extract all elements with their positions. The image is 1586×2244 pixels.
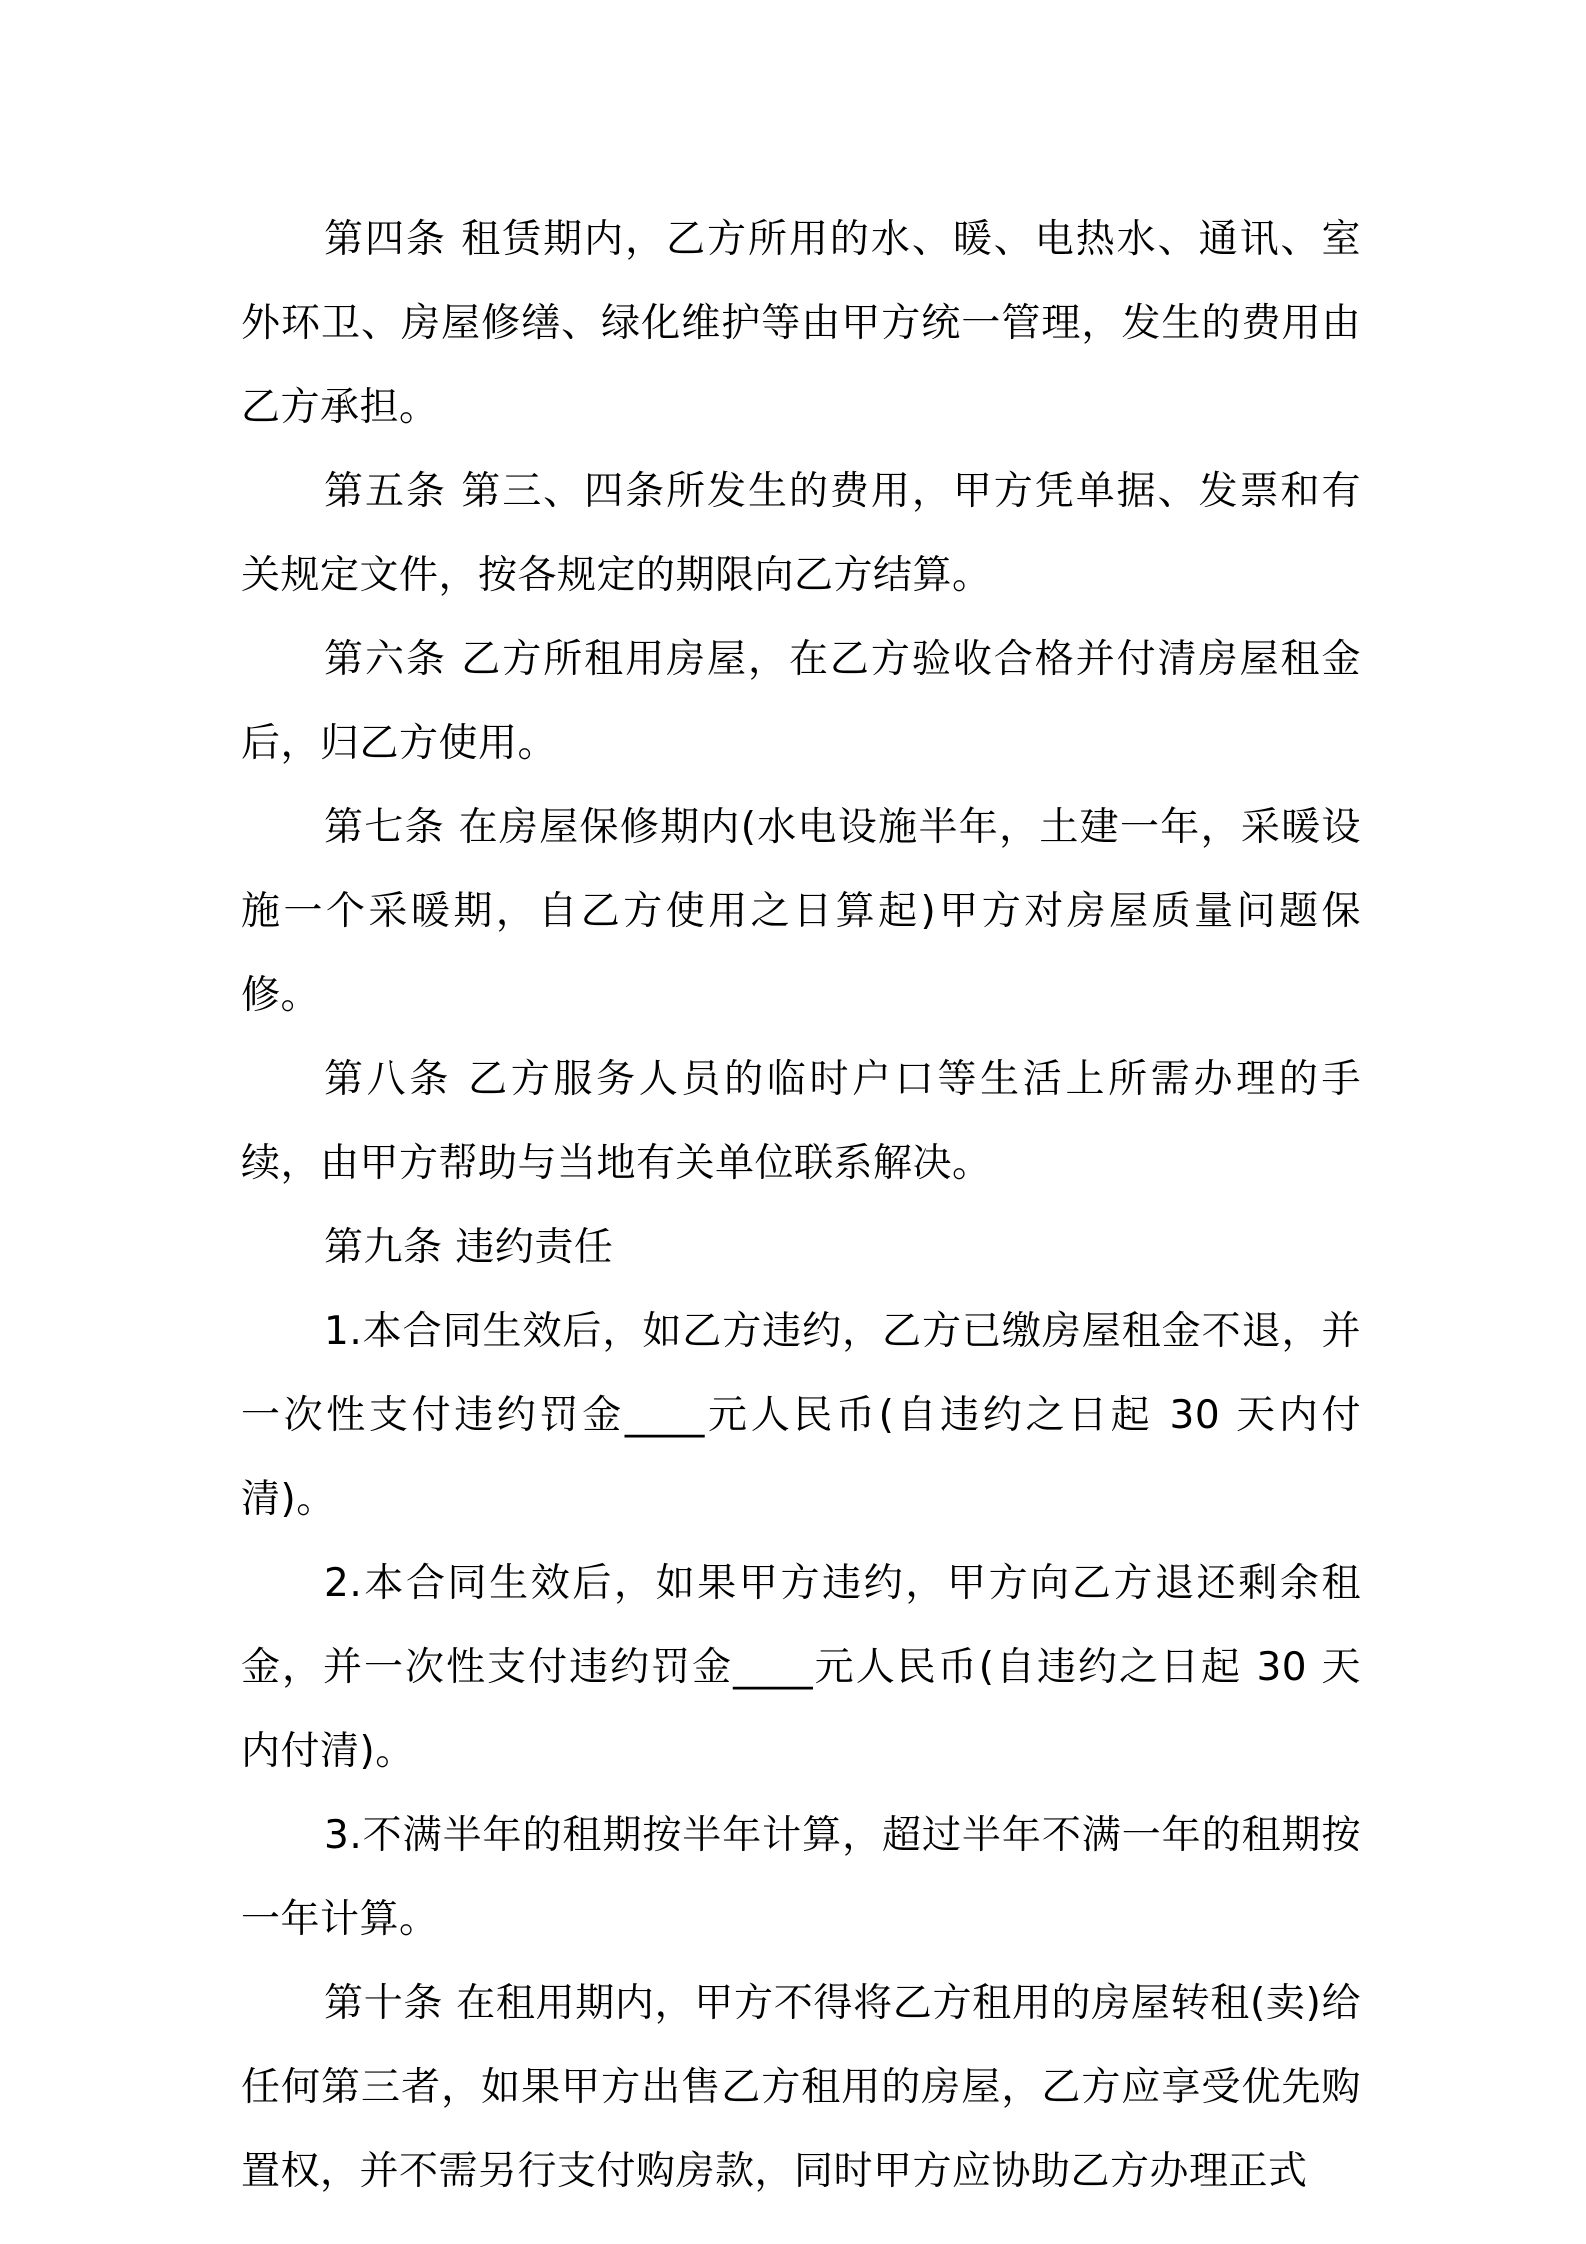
article-9-heading: 第九条 违约责任 xyxy=(324,1225,614,1270)
article-9-clause-1: 1.本合同生效后，如乙方违约，乙方已缴房屋租金不退，并一次性支付违约罚金____元人民币(自违约之日起 30 天内付清)。 xyxy=(241,1309,1361,1522)
article-5: 第五条 第三、四条所发生的费用，甲方凭单据、发票和有关规定文件，按各规定的期限向乙方结算。 xyxy=(241,469,1361,598)
article-7: 第七条 在房屋保修期内(水电设施半年，土建一年，采暖设施一个采暖期，自乙方使用之日算起)甲方对房屋质量问题保修。 xyxy=(241,805,1361,1018)
article-4: 第四条 租赁期内，乙方所用的水、暖、电热水、通讯、室外环卫、房屋修缮、绿化维护等由甲方统一管理，发生的费用由乙方承担。 xyxy=(241,217,1361,430)
article-6: 第六条 乙方所租用房屋，在乙方验收合格并付清房屋租金后，归乙方使用。 xyxy=(241,637,1361,766)
article-8: 第八条 乙方服务人员的临时户口等生活上所需办理的手续，由甲方帮助与当地有关单位联系解决。 xyxy=(241,1057,1361,1186)
article-9-clause-2: 2.本合同生效后，如果甲方违约，甲方向乙方退还剩余租金，并一次性支付违约罚金____元人民币(自违约之日起 30 天内付清)。 xyxy=(241,1561,1361,1774)
article-10: 第十条 在租用期内，甲方不得将乙方租用的房屋转租(卖)给任何第三者，如果甲方出售乙方租用的房屋，乙方应享受优先购置权，并不需另行支付购房款，同时甲方应协助乙方办理正式 xyxy=(241,1981,1361,2194)
article-9-clause-3: 3.不满半年的租期按半年计算，超过半年不满一年的租期按一年计算。 xyxy=(241,1813,1361,1942)
document-page xyxy=(241,198,1361,2214)
